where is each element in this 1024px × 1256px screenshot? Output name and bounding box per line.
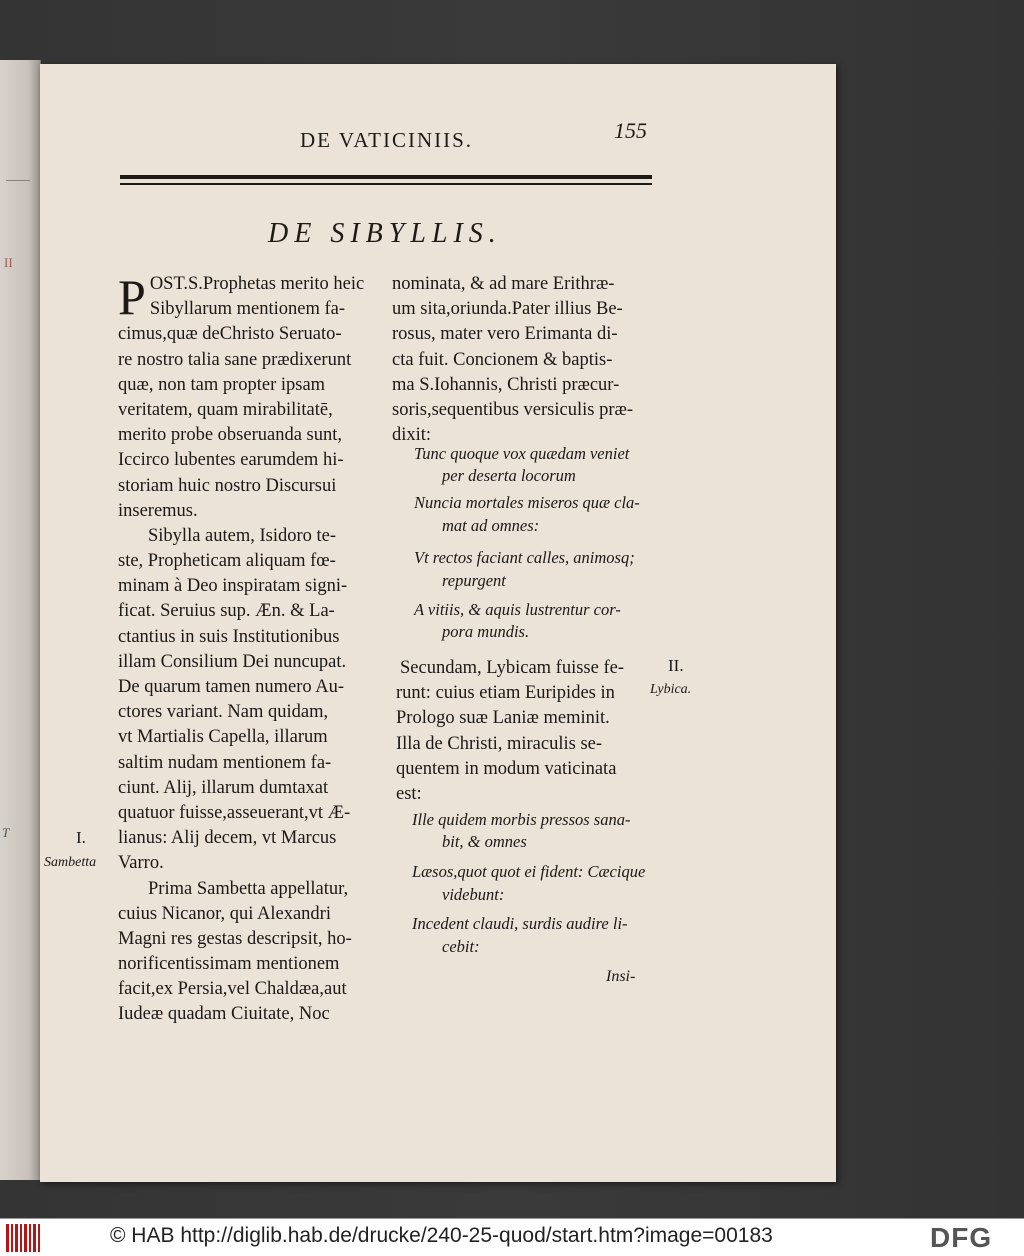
verse-line: Læsos,quot quot ei fident: Cæcique xyxy=(412,862,646,881)
text-line: quentem in modum vaticinata xyxy=(396,758,617,779)
text-line: Sibylla autem, Isidoro te- xyxy=(148,525,337,546)
text-line: quatuor fuisse,asseuerant,vt Æ- xyxy=(118,802,351,823)
dfg-logo: DFG xyxy=(930,1222,993,1253)
verse-line: videbunt: xyxy=(442,885,505,904)
header-rule-thin xyxy=(120,183,652,185)
text-line: ste, Propheticam aliquam fœ- xyxy=(118,551,336,572)
text-line: illam Consilium Dei nuncupat. xyxy=(118,651,347,672)
verse-line: Ille quidem morbis pressos sana- xyxy=(412,810,631,829)
text-line: ctantius in suis Institutionibus xyxy=(118,626,340,647)
text-line: Secundam, Lybicam fuisse fe- xyxy=(400,658,624,678)
text-line: ciunt. Alij, illarum dumtaxat xyxy=(118,777,329,798)
verse-line: Tunc quoque vox quædam veniet xyxy=(414,444,630,463)
verse-line: pora mundis. xyxy=(442,622,530,641)
previous-page-edge xyxy=(0,60,41,1180)
text-line: runt: cuius etiam Euripides in xyxy=(396,683,615,704)
text-line: re nostro talia sane prædixerunt xyxy=(118,349,352,370)
text-line: lianus: Alij decem, vt Marcus xyxy=(118,828,337,849)
verse-line: Nuncia mortales miseros quæ cla- xyxy=(414,493,640,512)
verse-line: Vt rectos faciant calles, animosq; xyxy=(414,548,635,567)
viewer-footer xyxy=(0,1218,1024,1256)
text-line: veritatem, quam mirabilitatē, xyxy=(118,399,333,420)
text-line: ctores variant. Nam quidam, xyxy=(118,702,329,723)
verse-line: A vitiis, & aquis lustrentur cor- xyxy=(414,600,621,619)
text-line: Varro. xyxy=(118,853,164,874)
running-header: DE VATICINIIS. xyxy=(300,128,474,152)
right-column-top xyxy=(392,272,654,448)
text-line: norificentissimam mentionem xyxy=(118,954,340,975)
text-line: ficat. Seruius sup. Æn. & La- xyxy=(118,601,335,622)
text-line: Iccirco lubentes earumdem hi- xyxy=(118,450,344,471)
text-line: nominata, & ad mare Erithræ- xyxy=(392,274,615,294)
text-line: cimus,quæ deChristo Seruato- xyxy=(118,324,342,345)
text-line: Prologo suæ Laniæ meminit. xyxy=(396,708,610,729)
margin-name-first: Sambetta xyxy=(44,855,97,870)
prev-page-margin-2: II xyxy=(4,255,13,270)
text-line: merito probe obseruanda sunt, xyxy=(118,425,342,446)
copyright-link[interactable]: © HAB http://diglib.hab.de/drucke/240-25-quod/start.htm?image=00183 xyxy=(110,1224,773,1247)
text-line: cuius Nicanor, qui Alexandri xyxy=(118,903,331,924)
verse-line: Incedent claudi, surdis audire li- xyxy=(412,914,628,933)
text-line: Sibyllarum mentionem fa- xyxy=(149,299,346,320)
text-line: storiam huic nostro Discursui xyxy=(118,475,337,496)
margin-numeral-second: II. xyxy=(668,656,684,675)
text-line: ma S.Iohannis, Christi præcur- xyxy=(392,374,620,395)
barcode-icon xyxy=(6,1224,46,1252)
text-line: minam à Deo inspiratam signi- xyxy=(118,576,348,597)
header-rule-thick xyxy=(120,175,652,179)
text-line: vt Martialis Capella, illarum xyxy=(118,727,328,748)
prev-page-rule xyxy=(6,180,30,181)
text-line: dixit: xyxy=(392,425,432,446)
drop-cap: P xyxy=(118,269,146,325)
verse-line: per deserta locorum xyxy=(442,466,576,485)
left-column xyxy=(118,269,380,1028)
text-line: OST.S.Prophetas merito heic xyxy=(149,274,365,294)
text-line: Illa de Christi, miraculis se- xyxy=(396,733,603,754)
page-number: 155 xyxy=(614,118,647,143)
margin-name-second: Lybica. xyxy=(650,682,692,697)
text-line: Prima Sambetta appellatur, xyxy=(148,878,349,899)
text-line: inseremus. xyxy=(118,500,198,521)
verse-line: repurgent xyxy=(442,571,506,590)
text-line: cta fuit. Concionem & baptis- xyxy=(392,349,613,370)
prev-page-margin-1: T xyxy=(2,825,10,840)
catchword: Insi- xyxy=(606,968,636,985)
text-line: soris,sequentibus versiculis præ- xyxy=(392,399,633,420)
section-title: DE SIBYLLIS. xyxy=(268,218,502,249)
margin-numeral-first: I. xyxy=(76,828,86,847)
text-line: rosus, mater vero Erimanta di- xyxy=(392,324,618,345)
text-line: um sita,oriunda.Pater illius Be- xyxy=(392,299,623,320)
text-line: quæ, non tam propter ipsam xyxy=(118,374,326,395)
text-line: saltim nudam mentionem fa- xyxy=(118,752,332,773)
text-line: est: xyxy=(396,783,422,804)
right-column-mid xyxy=(396,656,658,807)
text-line: facit,ex Persia,vel Chaldæa,aut xyxy=(118,979,347,1000)
text-line: Magni res gestas descripsit, ho- xyxy=(118,928,352,949)
verse-line: cebit: xyxy=(442,937,480,956)
verse-line: mat ad omnes: xyxy=(442,516,540,535)
text-line: De quarum tamen numero Au- xyxy=(118,677,345,697)
verse-line: bit, & omnes xyxy=(442,832,527,851)
text-line: Iudeæ quadam Ciuitate, Noc xyxy=(118,1004,330,1025)
